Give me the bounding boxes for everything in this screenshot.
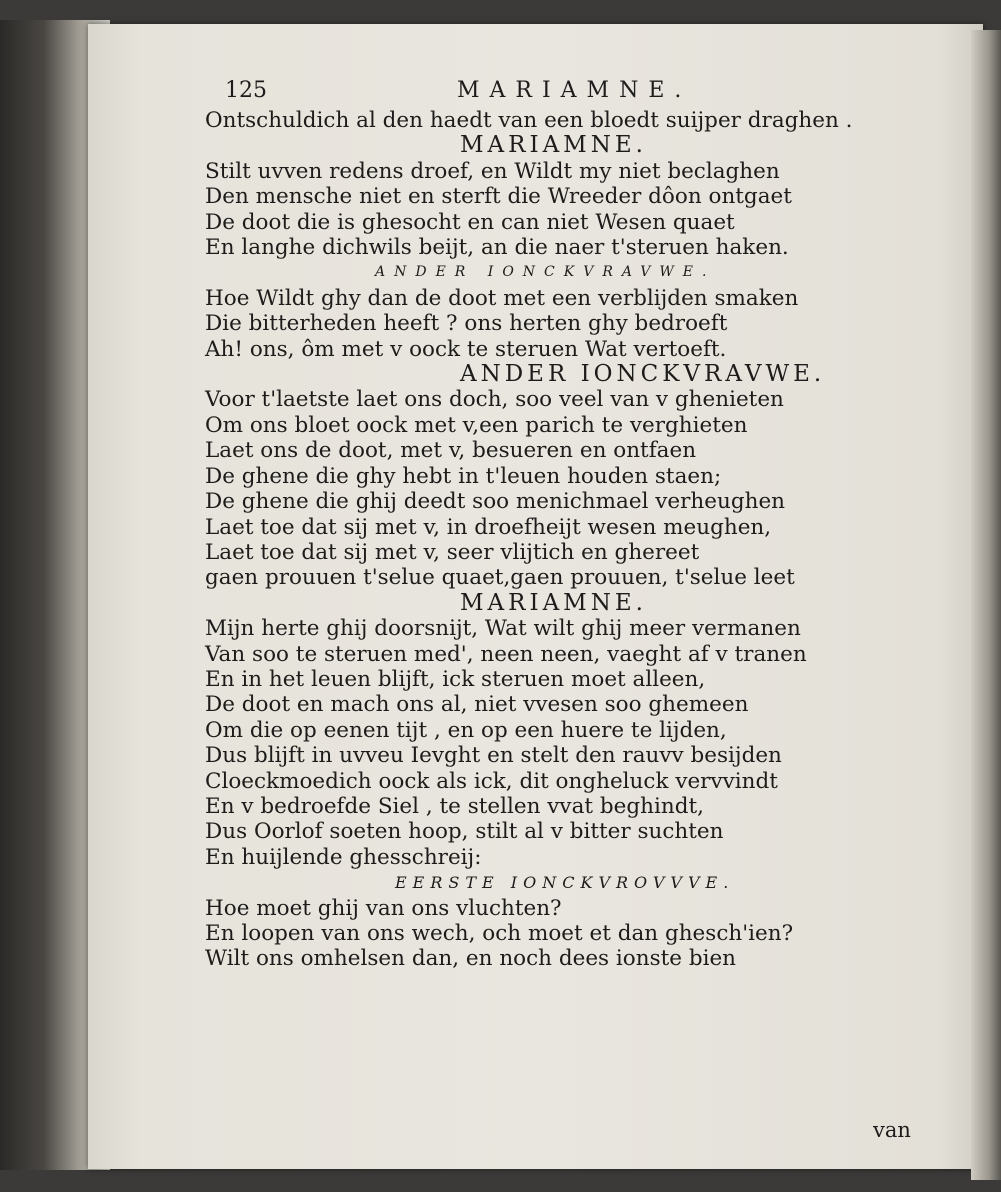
verse-line: Om die op eenen tijt , en op een huere te lijden, (205, 717, 727, 743)
verse-line: Ah! ons, ôm met v oock te steruen Wat vertoeft. (205, 336, 727, 362)
verse-line: En in het leuen blijft, ick steruen moet alleen, (205, 666, 706, 692)
verse-line: gaen prouuen t'selue quaet,gaen prouuen, t'selue leet (205, 565, 795, 591)
verse-line: Ontschuldich al den haedt van een bloedt suijper draghen . (205, 108, 853, 133)
verse-line: Laet toe dat sij met v, seer vlijtich en ghereet (205, 539, 700, 565)
verse-line: En langhe dichwils beijt, an die naer t'steruen haken. (205, 235, 789, 261)
verse-line: De ghene die ghy hebt in t'leuen houden staen; (205, 463, 722, 489)
verse-line: Hoe Wildt ghy dan de doot met een verblijden smaken (205, 285, 799, 311)
verse-line: De doot en mach ons al, niet vvesen soo ghemeen (205, 692, 749, 718)
verse-line: Hoe moet ghij van ons vluchten? (205, 895, 562, 921)
verse-line: Cloeckmoedich oock als ick, dit ongheluck vervvindt (205, 768, 778, 794)
page-stack-right (971, 30, 1001, 1180)
speaker-heading: MARIAMNE. (460, 132, 647, 159)
running-head: MARIAMNE. (457, 78, 692, 103)
verse-line: Van soo te steruen med', neen neen, vaeght af v tranen (205, 641, 807, 667)
page-number: 125 (225, 78, 267, 103)
verse-line: Om ons bloet oock met v,een parich te verghieten (205, 412, 748, 438)
speaker-heading: EERSTE IONCKVROVVVE. (395, 873, 735, 893)
verse-line: Dus blijft in uvveu Ievght en stelt den rauvv besijden (205, 743, 782, 769)
verse-line: En v bedroefde Siel , te stellen vvat beghindt, (205, 793, 704, 819)
catchword: van (873, 1118, 911, 1142)
verse-line: De doot die is ghesocht en can niet Wesen quaet (205, 209, 735, 235)
verse-line: En loopen van ons wech, och moet et dan ghesch'ien? (205, 921, 794, 946)
verse-body (205, 108, 905, 972)
verse-line: De ghene die ghij deedt soo menichmael verheughen (205, 489, 786, 515)
speaker-heading: ANDER IONCKVRAVWE. (460, 361, 826, 388)
verse-line: Dus Oorlof soeten hoop, stilt al v bitter suchten (205, 819, 724, 845)
verse-line: Voor t'laetste laet ons doch, soo veel van v ghenieten (205, 387, 784, 413)
verse-line: Die bitterheden heeft ? ons herten ghy bedroeft (205, 311, 728, 337)
speaker-heading: ANDER IONCKVRAVWE. (375, 264, 716, 281)
verse-line: Den mensche niet en sterft die Wreeder dôon ontgaet (205, 184, 792, 210)
verse-line: Laet toe dat sij met v, in droefheijt wesen meughen, (205, 514, 772, 540)
speaker-heading: MARIAMNE. (460, 589, 647, 616)
verse-line: Mijn herte ghij doorsnijt, Wat wilt ghij meer vermanen (205, 616, 801, 642)
verse-line: Laet ons de doot, met v, besueren en ontfaen (205, 438, 697, 464)
verse-line: Wilt ons omhelsen dan, en noch dees ionste bien (205, 946, 737, 972)
page-header (205, 78, 905, 108)
verse-line: Stilt uvven redens droef, en Wildt my niet beclaghen (205, 158, 780, 184)
page-text (205, 78, 905, 972)
verse-line: En huijlende ghesschreij: (205, 844, 482, 870)
